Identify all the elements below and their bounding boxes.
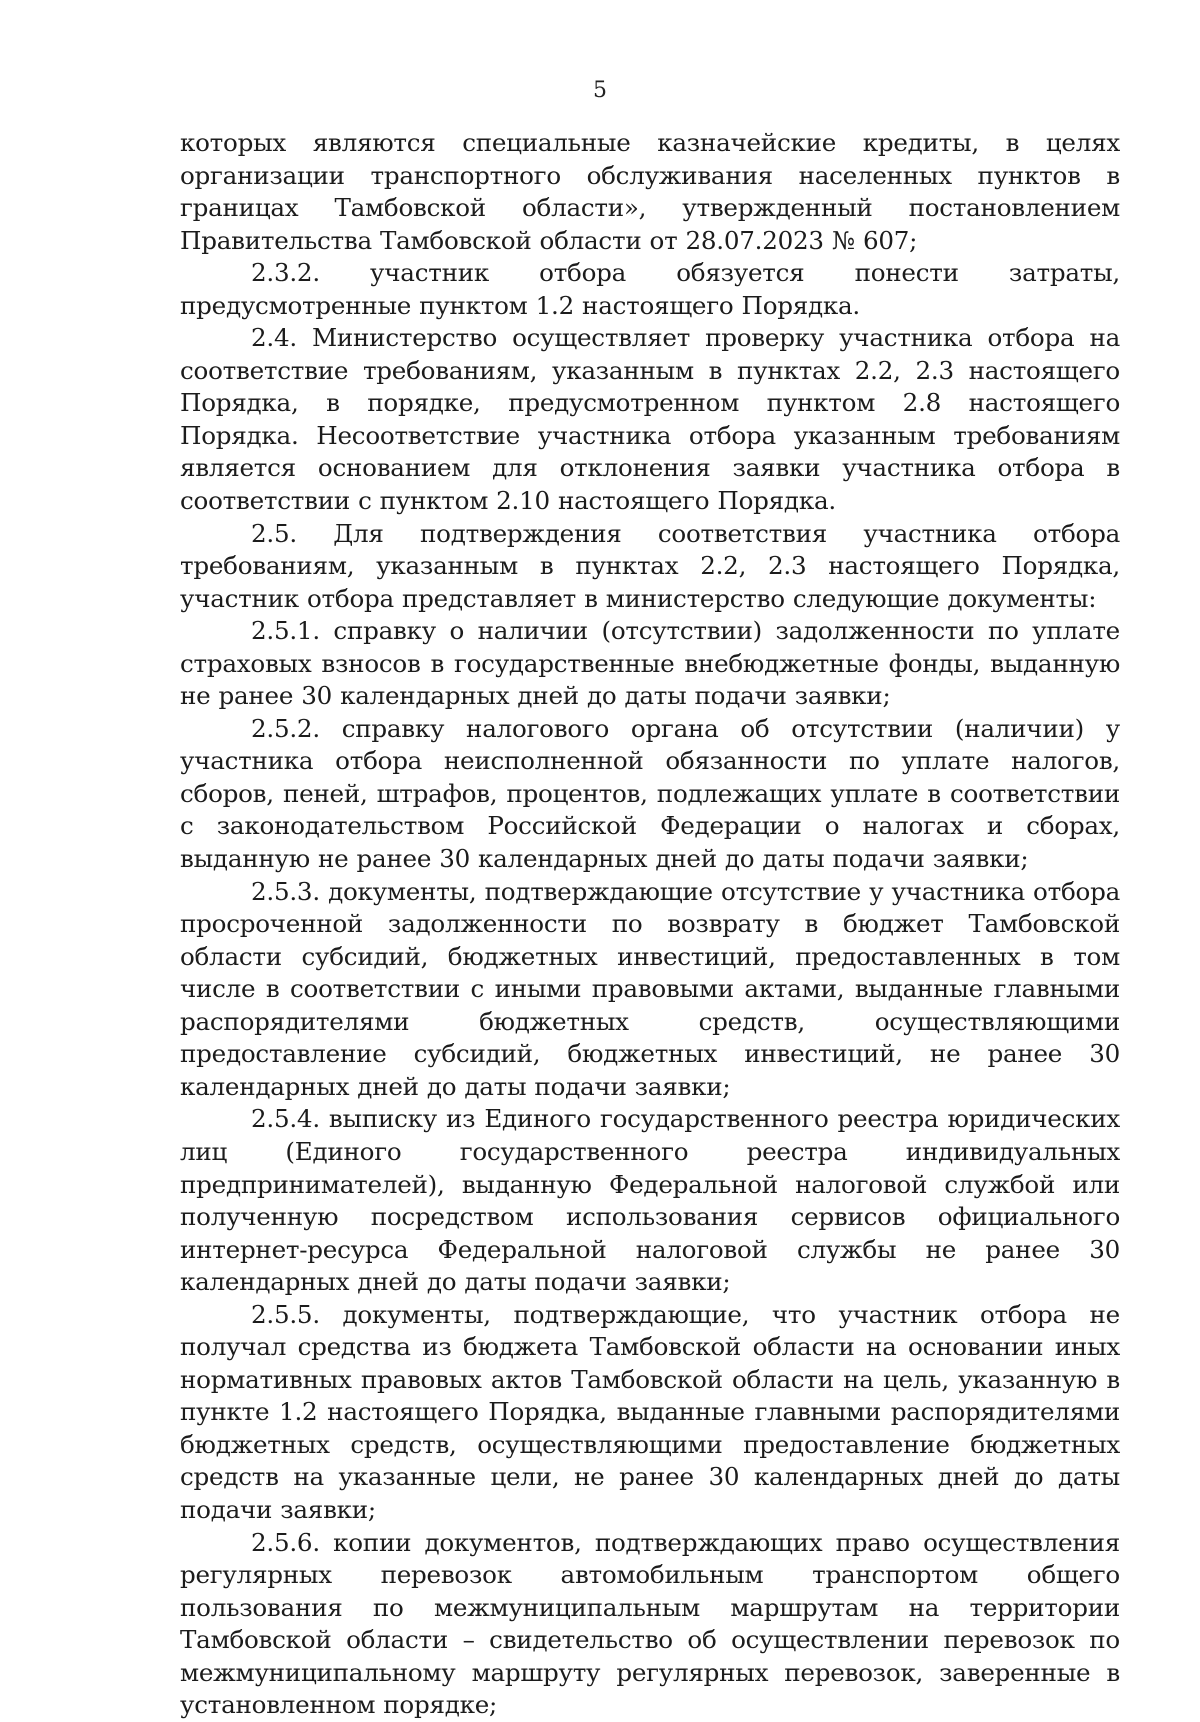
paragraph-2-5-6: 2.5.6. копии документов, подтверждающих право осуществления регулярных перевозок автомобильным транспортом общего пользования по межмуниципальным маршрутам на территории Тамбовской области – свидетельство об осуществлении перевозок по межмуниципальному маршруту регулярных перевозок, заверенные в установленном порядке;: [180, 1527, 1120, 1720]
paragraph-2-4: 2.4. Министерство осуществляет проверку участника отбора на соответствие требованиям, указанным в пунктах 2.2, 2.3 настоящего Порядка, в порядке, предусмотренном пунктом 2.8 настоящего Порядка. Несоответствие участника отбора указанным требованиям является основанием для отклонения заявки участника отбора в соответствии с пунктом 2.10 настоящего Порядка.: [180, 323, 1120, 516]
paragraph-2-5-2: 2.5.2. справку налогового органа об отсутствии (наличии) у участника отбора неисполненной обязанности по уплате налогов, сборов, пеней, штрафов, процентов, подлежащих уплате в соответствии с законодательством Российской Федерации о налогах и сборах, выданную не ранее 30 календарных дней до даты подачи заявки;: [180, 713, 1120, 874]
paragraph-2-5-5: 2.5.5. документы, подтверждающие, что участник отбора не получал средства из бюджета Тамбовской области на основании иных нормативных правовых актов Тамбовской области на цель, указанную в пункте 1.2 настоящего Порядка, выданные главными распорядителями бюджетных средств, осуществляющими предоставление бюджетных средств на указанные цели, не ранее 30 календарных дней до даты подачи заявки;: [180, 1299, 1120, 1524]
paragraph-2-5-4: 2.5.4. выписку из Единого государственного реестра юридических лиц (Единого государственного реестра индивидуальных предпринимателей), выданную Федеральной налоговой службой или полученную посредством использования сервисов официального интернет-ресурса Федеральной налоговой службы не ранее 30 календарных дней до даты подачи заявки;: [180, 1104, 1120, 1297]
paragraph-2-5-3: 2.5.3. документы, подтверждающие отсутствие у участника отбора просроченной задолженности по возврату в бюджет Тамбовской области субсидий, бюджетных инвестиций, предоставленных в том числе в соответствии с иными правовыми актами, выданные главными распорядителями бюджетных средств, осуществляющими предоставление субсидий, бюджетных инвестиций, не ранее 30 календарных дней до даты подачи заявки;: [180, 876, 1120, 1101]
page-number: 5: [593, 78, 607, 103]
document-body: [180, 127, 1120, 1722]
paragraph-2-5: 2.5. Для подтверждения соответствия участника отбора требованиям, указанным в пунктах 2.2, 2.3 настоящего Порядка, участник отбора представляет в министерство следующие документы:: [180, 518, 1120, 613]
paragraph-2-5-1: 2.5.1. справку о наличии (отсутствии) задолженности по уплате страховых взносов в государственные внебюджетные фонды, выданную не ранее 30 календарных дней до даты подачи заявки;: [180, 616, 1120, 711]
paragraph-2-3-2: 2.3.2. участник отбора обязуется понести затраты, предусмотренные пунктом 1.2 настоящего Порядка.: [180, 258, 1120, 320]
paragraph-continuation: которых являются специальные казначейские кредиты, в целях организации транспортного обслуживания населенных пунктов в границах Тамбовской области», утвержденный постановлением Правительства Тамбовской области от 28.07.2023 № 607;: [180, 128, 1120, 255]
